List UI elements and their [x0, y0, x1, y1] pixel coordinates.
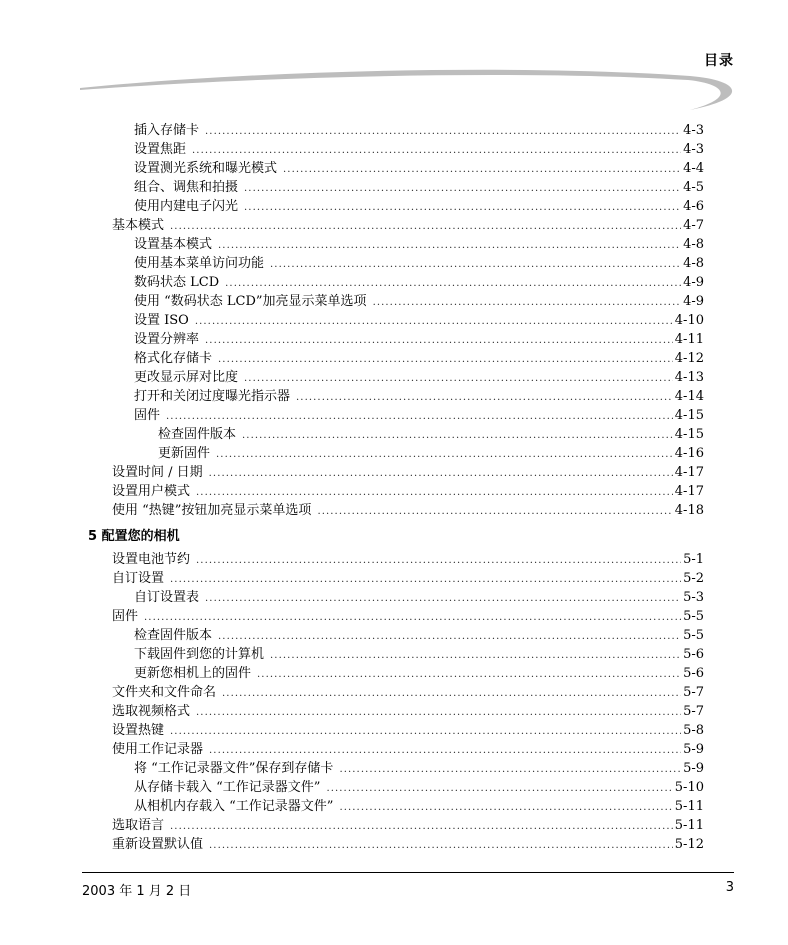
toc-entry-page: 4-18 [674, 503, 704, 518]
toc-entry-title: 使用 “数码状态 LCD”加亮显示菜单选项 [134, 294, 367, 309]
toc-entry-page: 4-13 [674, 370, 704, 385]
toc-entry-page: 4-8 [683, 237, 704, 252]
toc-entry-title: 设置焦距 [134, 142, 187, 157]
toc-entry-title: 使用工作记录器 [112, 742, 204, 757]
toc-entry[interactable] [112, 684, 704, 703]
toc-entry-title: 设置基本模式 [134, 237, 213, 252]
toc-entry-title: 重新设置默认值 [112, 837, 204, 852]
toc-entry-title: 自订设置 [112, 571, 165, 586]
toc-entry-page: 5-11 [674, 818, 704, 833]
toc-entry[interactable] [112, 570, 704, 589]
header-swoosh [0, 0, 788, 120]
toc-entry-title: 使用 “热键”按钮加亮显示菜单选项 [112, 503, 312, 518]
toc-entry-page: 4-17 [674, 484, 704, 499]
toc-entry-page: 4-17 [674, 465, 704, 480]
toc-entry-page: 4-16 [674, 446, 704, 461]
toc-entry-page: 4-15 [674, 408, 704, 423]
toc-leader-dots [196, 552, 681, 570]
toc-leader-dots [170, 723, 681, 741]
toc-entry-title: 插入存储卡 [134, 123, 200, 138]
toc-entry-page: 5-11 [674, 799, 704, 814]
toc-entry[interactable] [112, 464, 704, 483]
toc-entry-title: 设置热键 [112, 723, 165, 738]
toc-entry-title: 从相机内存载入 “工作记录器文件” [134, 799, 334, 814]
toc-entry[interactable] [134, 760, 704, 779]
toc-entry-title: 基本模式 [112, 218, 165, 233]
toc-entry[interactable] [112, 483, 704, 502]
toc-leader-dots [166, 408, 673, 426]
toc-entry-title: 格式化存储卡 [134, 351, 213, 366]
toc-entry[interactable] [112, 217, 704, 236]
toc-leader-dots [144, 609, 681, 627]
toc-entry-page: 4-9 [683, 275, 704, 290]
toc-entry-page: 4-15 [674, 427, 704, 442]
toc-entry-title: 设置测光系统和曝光模式 [134, 161, 278, 176]
toc-leader-dots [196, 704, 681, 722]
toc-entry-title: 检查固件版本 [158, 427, 237, 442]
toc-entry-page: 4-3 [683, 142, 704, 157]
toc-entry[interactable] [134, 779, 704, 798]
toc-entry-page: 5-5 [683, 628, 704, 643]
toc-leader-dots [218, 628, 681, 646]
toc-entry-title: 组合、调焦和拍摄 [134, 180, 239, 195]
toc-entry[interactable] [134, 646, 704, 665]
toc-leader-dots [339, 761, 681, 779]
toc-entry-title: 设置分辨率 [134, 332, 200, 347]
toc-leader-dots [270, 647, 681, 665]
toc-entry[interactable] [134, 312, 704, 331]
toc-entry-page: 4-6 [683, 199, 704, 214]
toc-leader-dots [225, 275, 681, 293]
toc-entry-page: 5-9 [683, 761, 704, 776]
toc-leader-dots [317, 503, 672, 521]
toc-leader-dots [205, 590, 681, 608]
toc-leader-dots [373, 294, 682, 312]
toc-entry-page: 4-4 [683, 161, 704, 176]
toc-entry-title: 打开和关闭过度曝光指示器 [134, 389, 291, 404]
toc-leader-dots [296, 389, 673, 407]
toc-leader-dots [257, 666, 681, 684]
toc-entry-title: 选取语言 [112, 818, 165, 833]
toc-leader-dots [170, 571, 681, 589]
toc-leader-dots [205, 332, 673, 350]
toc-leader-dots [216, 446, 673, 464]
toc-entry-page: 4-8 [683, 256, 704, 271]
toc-entry[interactable] [134, 388, 704, 407]
toc-entry-page: 5-9 [683, 742, 704, 757]
toc-entry[interactable] [158, 445, 704, 464]
toc-leader-dots [218, 351, 673, 369]
toc-leader-dots [196, 484, 673, 502]
toc-entry-page: 4-10 [674, 313, 704, 328]
toc-entry[interactable] [134, 627, 704, 646]
footer-date: 2003 年 1 月 2 日 [82, 884, 192, 899]
toc-entry-title: 检查固件版本 [134, 628, 213, 643]
toc-entry-title: 更改显示屏对比度 [134, 370, 239, 385]
toc-entry-page: 5-3 [683, 590, 704, 605]
toc-entry[interactable] [112, 502, 704, 521]
toc-entry[interactable] [134, 798, 704, 817]
toc-entry[interactable] [134, 369, 704, 388]
toc-entry-page: 5-10 [674, 780, 704, 795]
toc-entry-title: 从存储卡载入 “工作记录器文件” [134, 780, 321, 795]
toc-leader-dots [170, 218, 681, 236]
toc-entry-page: 4-12 [674, 351, 704, 366]
toc-entry-title: 固件 [134, 408, 161, 423]
toc-entry[interactable] [134, 141, 704, 160]
toc-entry[interactable] [112, 836, 704, 855]
running-header-title: 目录 [704, 53, 734, 69]
toc-leader-dots [242, 427, 673, 445]
toc-entry[interactable] [134, 665, 704, 684]
footer-divider [82, 872, 734, 873]
page-number: 3 [725, 880, 734, 895]
toc-entry[interactable] [112, 741, 704, 760]
toc-entry[interactable] [134, 589, 704, 608]
toc-entry[interactable] [112, 551, 704, 570]
toc-entry-page: 5-7 [683, 685, 704, 700]
toc-entry-title: 设置 ISO [134, 313, 189, 328]
toc-entry-title: 使用基本菜单访问功能 [134, 256, 265, 271]
toc-leader-dots [170, 818, 673, 836]
toc-leader-dots [244, 199, 681, 217]
toc-entry-page: 4-7 [683, 218, 704, 233]
toc-entry[interactable] [112, 703, 704, 722]
toc-entry-page: 5-1 [683, 552, 704, 567]
chapter-heading[interactable]: 5 配置您的相机 [88, 529, 180, 544]
toc-entry[interactable] [134, 160, 704, 179]
toc-entry[interactable] [134, 331, 704, 350]
toc-entry-title: 文件夹和文件命名 [112, 685, 217, 700]
toc-entry-title: 设置时间 / 日期 [112, 465, 203, 480]
toc-leader-dots [244, 370, 673, 388]
toc-entry[interactable] [158, 426, 704, 445]
toc-entry-page: 4-5 [683, 180, 704, 195]
toc-leader-dots [339, 799, 672, 817]
toc-entry-title: 选取视频格式 [112, 704, 191, 719]
toc-leader-dots [326, 780, 672, 798]
toc-entry[interactable] [134, 293, 704, 312]
toc-entry[interactable] [112, 817, 704, 836]
toc-leader-dots [270, 256, 681, 274]
toc-entry-page: 5-6 [683, 666, 704, 681]
toc-entry-page: 4-9 [683, 294, 704, 309]
toc-entry-page: 5-5 [683, 609, 704, 624]
toc-entry[interactable] [134, 407, 704, 426]
toc-leader-dots [192, 142, 681, 160]
toc-entry-page: 5-2 [683, 571, 704, 586]
toc-entry-title: 自订设置表 [134, 590, 200, 605]
toc-leader-dots [283, 161, 681, 179]
toc-entry[interactable] [134, 122, 704, 141]
toc-entry[interactable] [112, 608, 704, 627]
toc-leader-dots [195, 313, 673, 331]
toc-leader-dots [209, 837, 673, 855]
toc-leader-dots [218, 237, 681, 255]
toc-entry[interactable] [134, 179, 704, 198]
toc-entry-title: 更新您相机上的固件 [134, 666, 252, 681]
toc-entry-page: 5-7 [683, 704, 704, 719]
toc-entry-title: 更新固件 [158, 446, 211, 461]
toc-entry[interactable] [134, 274, 704, 293]
toc-entry-page: 5-12 [674, 837, 704, 852]
toc-entry-page: 5-8 [683, 723, 704, 738]
toc-entry-title: 使用内建电子闪光 [134, 199, 239, 214]
toc-entry[interactable] [134, 255, 704, 274]
toc-entry-title: 将 “工作记录器文件”保存到存储卡 [134, 761, 334, 776]
toc-entry-page: 4-14 [674, 389, 704, 404]
toc-leader-dots [209, 742, 681, 760]
toc-leader-dots [209, 465, 673, 483]
toc-entry-title: 设置电池节约 [112, 552, 191, 567]
toc-entry[interactable] [134, 198, 704, 217]
toc-leader-dots [222, 685, 681, 703]
toc-leader-dots [244, 180, 681, 198]
toc-entry[interactable] [134, 350, 704, 369]
toc-entry[interactable] [134, 236, 704, 255]
toc-entry-title: 设置用户模式 [112, 484, 191, 499]
toc-entry-page: 4-3 [683, 123, 704, 138]
toc-entry-title: 固件 [112, 609, 139, 624]
toc-entry[interactable] [112, 722, 704, 741]
toc-entry-title: 下载固件到您的计算机 [134, 647, 265, 662]
toc-entry-title: 数码状态 LCD [134, 275, 220, 290]
toc-leader-dots [205, 123, 681, 141]
toc-entry-page: 4-11 [674, 332, 704, 347]
toc-entry-page: 5-6 [683, 647, 704, 662]
